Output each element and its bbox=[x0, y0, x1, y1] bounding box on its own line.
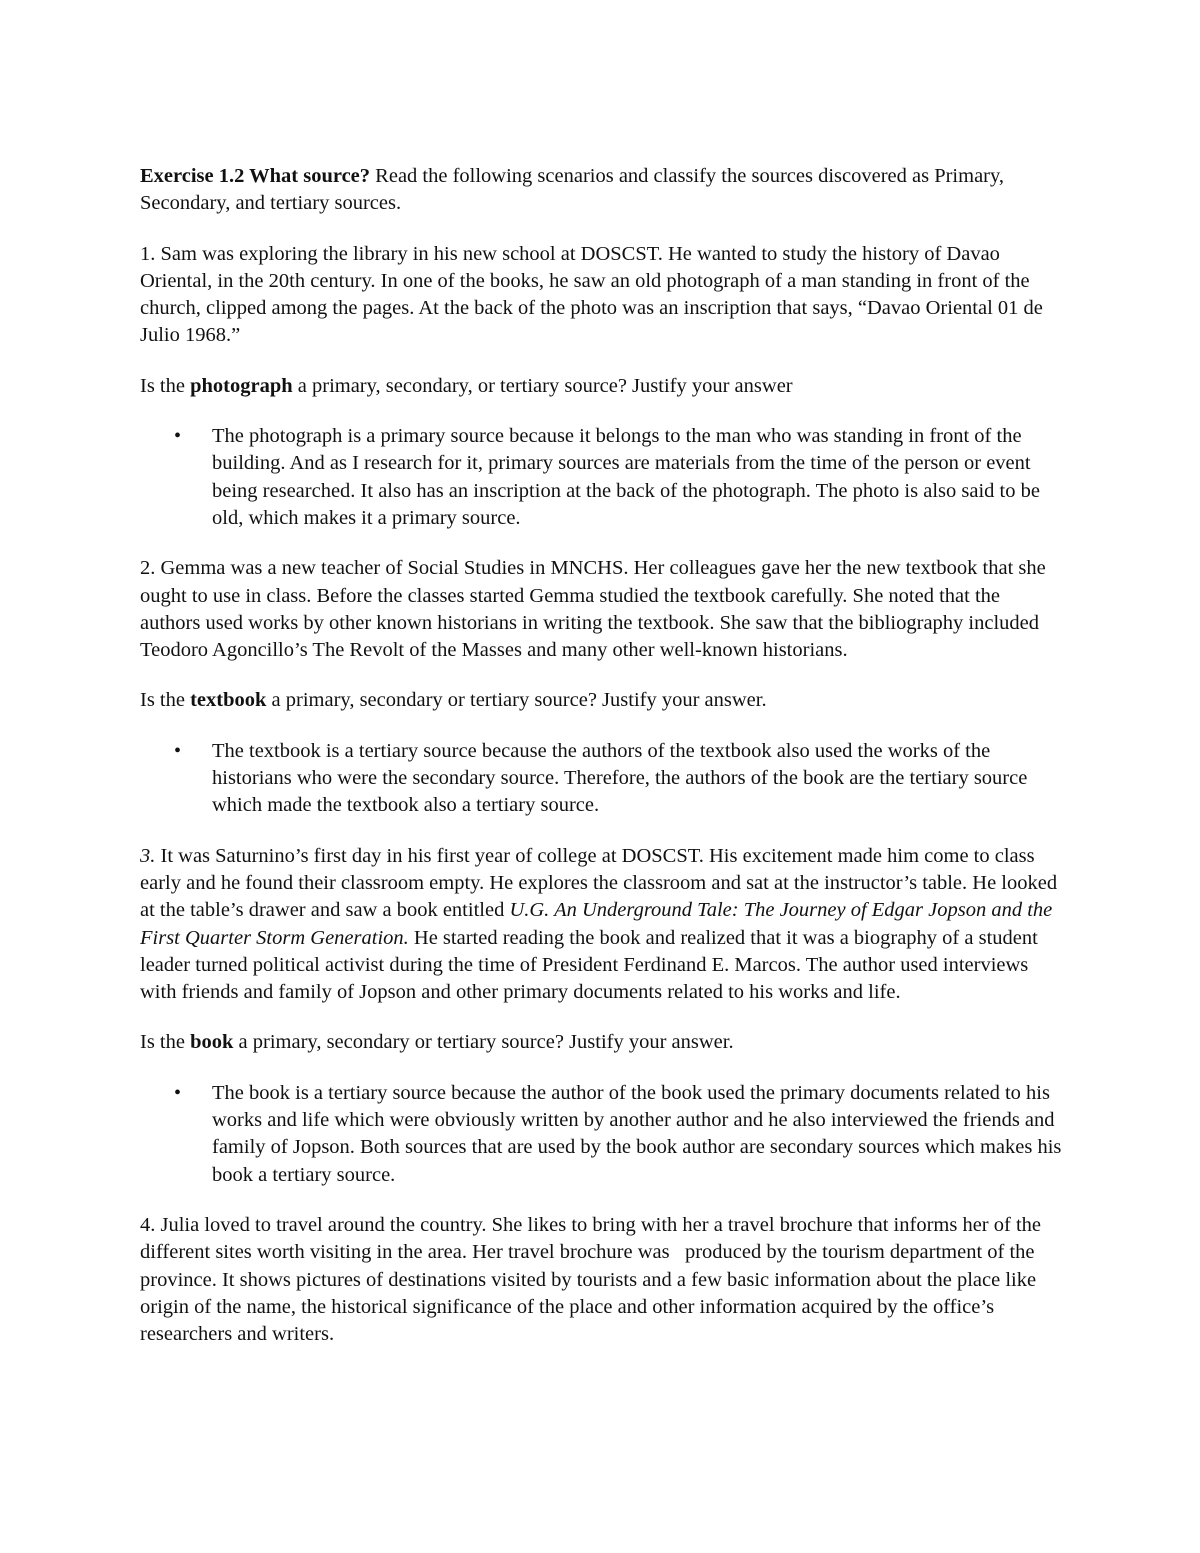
scenario-1-answer: • The photograph is a primary source because it belongs to the man who was standing in front of the building. And as I research for it, primary sources are materials from the time of the person or event being researched. It also has an inscription at the back of the photograph. The photo is also said to be old, which makes it a primary source. bbox=[212, 423, 1065, 532]
exercise-intro bbox=[140, 163, 1065, 218]
scenario-3-answer: • The book is a tertiary source because the author of the book used the primary documents related to his works and life which were obviously written by another author and he also interviewed the friends and family of Jopson. Both sources that are used by the book author are secondary sources which makes his book a tertiary source. bbox=[212, 1080, 1065, 1189]
scenario-2-answer: • The textbook is a tertiary source because the authors of the textbook also used the works of the historians who were the secondary source. Therefore, the authors of the book are the tertiary source which made the textbook also a tertiary source. bbox=[212, 738, 1065, 820]
scenario-2-keyword: textbook bbox=[190, 689, 267, 712]
scenario-4-text: 4. Julia loved to travel around the country. She likes to bring with her a travel brochure that informs her of the different sites worth visiting in the area. Her travel brochure was produced by the tourism department of the province. It shows pictures of destinations visited by tourists and a few basic information about the place like origin of the name, the historical significance of the place and other information acquired by the office’s researchers and writers. bbox=[140, 1213, 1047, 1346]
scenario-1-text: 1. Sam was exploring the library in his new school at DOSCST. He wanted to study the history of Davao Oriental, in the 20th century. In one of the books, he saw an old photograph of a man standing in front of the church, clipped among the pages. At the back of the photo was an inscription that says, “Davao Oriental 01 de Julio 1968.” bbox=[140, 242, 1043, 347]
exercise-instructions: Read the following scenarios and classify the sources discovered as Primary, Secondary, and tertiary sources. bbox=[140, 165, 1005, 215]
scenario-3-text: 3. It was Saturnino’s first day in his first year of college at DOSCST. His excitement made him come to class early and he found their classroom empty. He explores the classroom and sat at the instructor’s table. He looked at the table’s drawer and saw a book entitled U.G. An Underground Tale: The Journey of Edgar Jopson and the First Quarter Storm Generation. He started reading the book and realized that it was a biography of a student leader turned political activist during the time of President Ferdinand E. Marcos. The author used interviews with friends and family of Jopson and other primary documents related to his works and life. bbox=[140, 844, 1058, 1004]
document-page bbox=[140, 163, 1065, 1371]
scenario-1-keyword: photograph bbox=[190, 374, 293, 397]
scenario-2-text: 2. Gemma was a new teacher of Social Studies in MNCHS. Her colleagues gave her the new textbook that she ought to use in class. Before the classes started Gemma studied the textbook carefully. She noted that the authors used works by other known historians in writing the textbook. She saw that the bibliography included Teodoro Agoncillo’s The Revolt of the Masses and many other well-known historians. bbox=[140, 557, 1046, 662]
scenario-3-answer-list bbox=[140, 1080, 1065, 1189]
scenario-2-question: Is the textbook a primary, secondary or tertiary source? Justify your answer. bbox=[140, 689, 767, 712]
scenario-3-keyword: book bbox=[190, 1031, 234, 1054]
scenario-2-answer-list bbox=[140, 738, 1065, 820]
scenario-3-book-title: U.G. An Underground Tale: The Journey of Edgar Jopson and the First Quarter Storm Generation. bbox=[140, 899, 1053, 949]
scenario-3-question: Is the book a primary, secondary or tertiary source? Justify your answer. bbox=[140, 1031, 734, 1054]
scenario-3-number: 3. bbox=[140, 844, 156, 867]
scenario-1-answer-list bbox=[140, 423, 1065, 532]
exercise-title: Exercise 1.2 What source? bbox=[140, 165, 371, 187]
scenario-1-question: Is the photograph a primary, secondary, or tertiary source? Justify your answer bbox=[140, 374, 793, 397]
